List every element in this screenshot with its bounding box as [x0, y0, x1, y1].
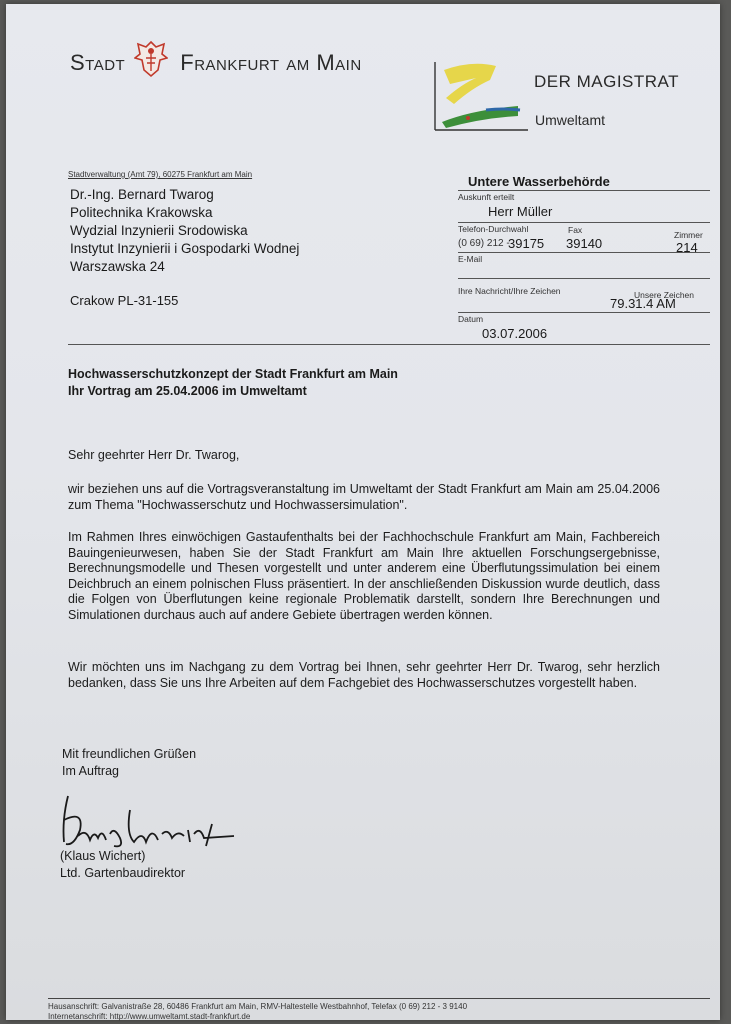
telefon-label: Telefon-Durchwahl: [458, 224, 529, 234]
department-name: Untere Wasserbehörde: [468, 174, 610, 189]
footer-website: Internetanschrift: http://www.umweltamt.stadt-frankfurt.de: [48, 1012, 251, 1021]
closing-line: Mit freundlichen Grüßen: [62, 747, 197, 761]
datum-label: Datum: [458, 314, 484, 324]
footer-address: Hausanschrift: Galvanistraße 28, 60486 Frankfurt am Main, RMV-Haltestelle Westbahnhof, Telefax (0 69) 212 - 3 9140: [48, 1002, 468, 1011]
recipient-address: [70, 186, 299, 276]
unsere-zeichen-value: 79.31.4 AM: [610, 296, 676, 311]
city-name: Frankfurt am Main: [180, 50, 362, 75]
auskunft-value: Herr Müller: [488, 204, 553, 219]
telefon-prefix: (0 69) 212 -: [458, 238, 510, 249]
zimmer-value: 214: [676, 240, 698, 255]
letter-subject: [68, 366, 398, 400]
paragraph: Im Rahmen Ihres einwöchigen Gastaufenthalts bei der Fachhochschule Frankfurt am Main, Fachbereich Bauingenieurwesen, haben Sie der Stadt Frankfurt am Main Ihre aktuellen Forschungsergebnisse, Berechnungsmodelle und Thesen vorgestellt und unter anderem eine Überflutungssimulation bei einem Deichbruch an einem polnischen Fluss präsentiert. In der anschließenden Diskussion wurde deutlich, dass die Folgen von Überflutungen keine regionale Problematik darstellt, sondern Ihre Berechnungen und Simulationen durchaus auch auf andere Gebiete übertragen werden können.: [68, 530, 660, 622]
paragraph: Wir möchten uns im Nachgang zu dem Vortrag bei Ihnen, sehr geehrter Herr Dr. Twarog, sehr herzlich bedanken, dass Sie uns Ihre Arbeiten auf dem Fachgebiet des Hochwasserschutzes vorgestellt haben.: [68, 660, 660, 690]
signer-title: Ltd. Gartenbaudirektor: [60, 866, 186, 880]
signer: [60, 848, 185, 882]
stadt-word: Stadt: [70, 50, 126, 75]
recipient-line: Instytut Inzynierii i Gospodarki Wodnej: [70, 241, 300, 256]
closing: [62, 746, 196, 780]
closing-line: Im Auftrag: [62, 764, 119, 778]
telefon-value: 39175: [508, 236, 545, 251]
letter-page: [6, 4, 720, 1020]
sender-return-address: Stadtverwaltung (Amt 79), 60275 Frankfurt am Main: [68, 170, 253, 179]
magistrat-title: DER MAGISTRAT: [534, 72, 680, 91]
recipient-line: Politechnika Krakowska: [70, 205, 213, 220]
unsere-zeichen-label: Unsere Zeichen: [634, 290, 695, 300]
zimmer-label: Zimmer: [674, 230, 703, 240]
handwritten-signature-icon: [54, 790, 254, 852]
subject-line: Hochwasserschutzkonzept der Stadt Frankfurt am Main: [68, 367, 398, 381]
recipient-line: Wydzial Inzynierii Srodowiska: [70, 223, 248, 238]
paragraph: wir beziehen uns auf die Vortragsveranstaltung im Umweltamt der Stadt Frankfurt am Main am 25.04.2006 zum Thema "Hochwasserschutz und Hochwassersimulation".: [68, 482, 660, 512]
recipient-line: Warszawska 24: [70, 259, 165, 274]
eagle-crest-icon: [134, 38, 168, 78]
email-label: E-Mail: [458, 254, 483, 264]
fax-label: Fax: [568, 225, 583, 235]
subject-line: Ihr Vortrag am 25.04.2006 im Umweltamt: [68, 384, 307, 398]
datum-value: 03.07.2006: [482, 326, 548, 341]
ihre-zeichen-label: Ihre Nachricht/Ihre Zeichen: [458, 286, 561, 296]
recipient-city: Crakow PL-31-155: [70, 293, 179, 308]
auskunft-label: Auskunft erteilt: [458, 192, 515, 202]
recipient-line: Dr.-Ing. Bernard Twarog: [70, 187, 214, 202]
magistrat-logo-icon: [432, 58, 530, 134]
city-logo-text: [70, 50, 362, 76]
salutation: Sehr geehrter Herr Dr. Twarog,: [68, 448, 240, 462]
fax-value: 39140: [566, 236, 603, 251]
umweltamt-title: Umweltamt: [535, 112, 606, 128]
signer-name: (Klaus Wichert): [60, 849, 146, 863]
